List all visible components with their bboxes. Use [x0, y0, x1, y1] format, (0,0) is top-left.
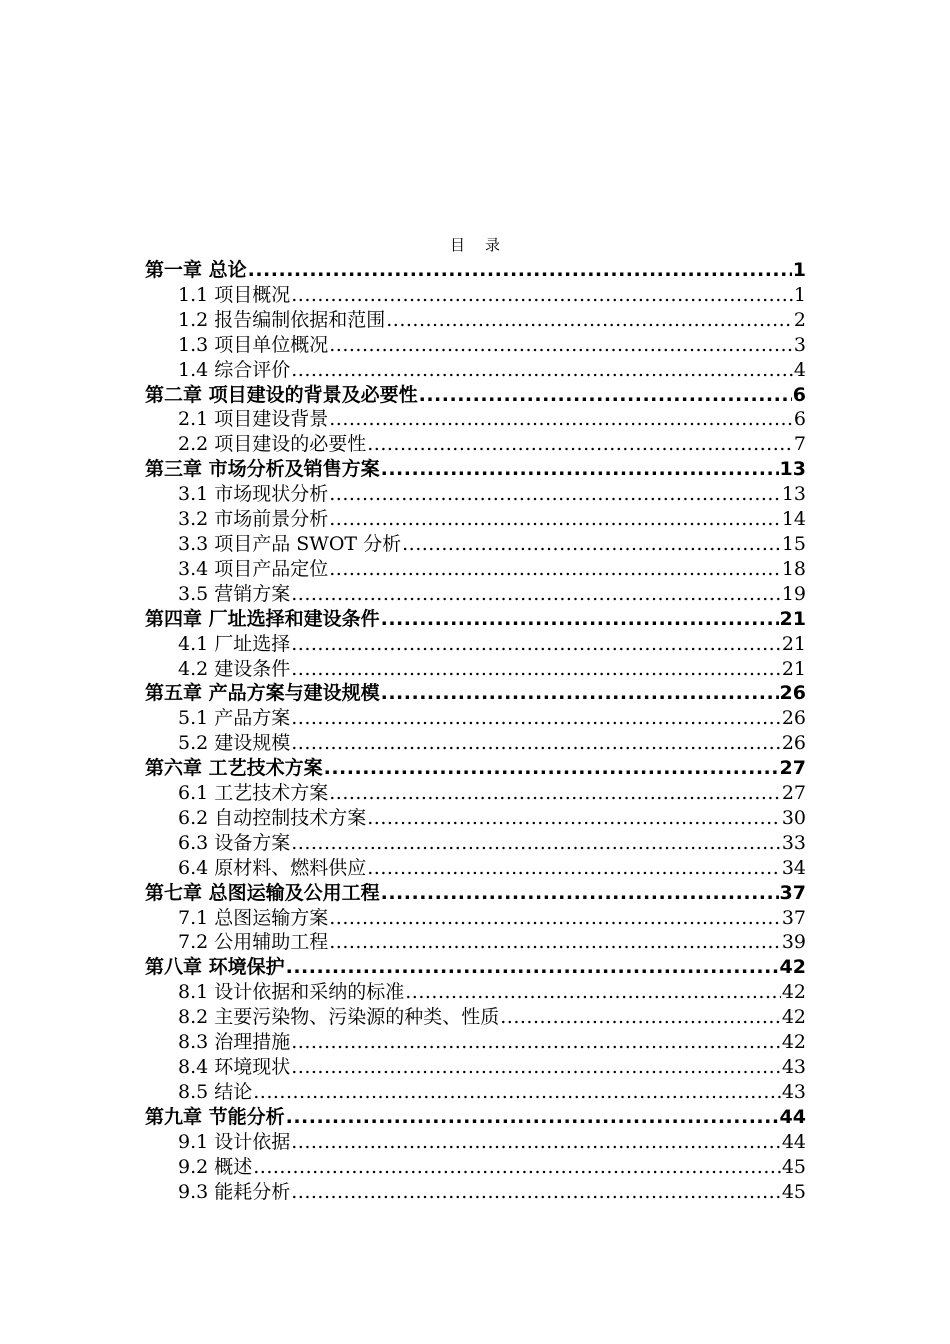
toc-leader-dots: [329, 407, 793, 432]
toc-entry-label: 2.2 项目建设的必要性: [178, 433, 367, 456]
toc-section-entry[interactable]: [145, 856, 806, 881]
toc-section-entry[interactable]: [145, 1130, 806, 1155]
toc-page-number: 2: [793, 308, 806, 331]
toc-title: 目录: [449, 236, 520, 254]
toc-entry-label: 3.4 项目产品定位: [178, 557, 329, 580]
toc-page-number: 13: [781, 483, 806, 506]
toc-leader-dots: [381, 881, 779, 906]
toc-chapter-entry[interactable]: [145, 1105, 806, 1130]
toc-page-number: 1: [792, 259, 806, 281]
toc-leader-dots: [291, 283, 793, 308]
toc-page-number: 27: [779, 757, 806, 780]
toc-section-entry[interactable]: [145, 1080, 806, 1105]
toc-section-entry[interactable]: [145, 731, 806, 756]
toc-section-entry[interactable]: [145, 507, 806, 532]
toc-entry-label: 5.2 建设规模: [178, 732, 291, 755]
toc-section-entry[interactable]: [145, 980, 806, 1005]
toc-leader-dots: [248, 258, 792, 283]
toc-entry-label: 第五章 产品方案与建设规模: [145, 682, 380, 705]
toc-section-entry[interactable]: [145, 432, 806, 457]
toc-entry-label: 1.3 项目单位概况: [178, 333, 329, 356]
toc-leader-dots: [291, 731, 781, 756]
toc-leader-dots: [367, 856, 781, 881]
toc-section-entry[interactable]: [145, 1180, 806, 1205]
toc-section-entry[interactable]: [145, 906, 806, 931]
toc-page-number: 45: [781, 1180, 806, 1203]
toc-section-entry[interactable]: [145, 482, 806, 507]
toc-section-entry[interactable]: [145, 1030, 806, 1055]
toc-leader-dots: [291, 582, 781, 607]
toc-entry-label: 3.3 项目产品 SWOT 分析: [178, 532, 402, 555]
toc-entry-label: 1.4 综合评价: [178, 358, 291, 381]
toc-page-number: 21: [779, 607, 806, 630]
toc-leader-dots: [329, 930, 781, 955]
toc-section-entry[interactable]: [145, 407, 806, 432]
toc-leader-dots: [291, 1030, 781, 1055]
toc-leader-dots: [367, 806, 781, 831]
toc-leader-dots: [286, 1105, 779, 1130]
toc-chapter-entry[interactable]: [145, 881, 806, 906]
toc-chapter-entry[interactable]: [145, 258, 806, 283]
toc-section-entry[interactable]: [145, 831, 806, 856]
toc-page-number: 30: [781, 806, 806, 829]
toc-page-number: 44: [779, 1105, 806, 1128]
toc-chapter-entry[interactable]: [145, 955, 806, 980]
toc-page-number: 26: [781, 732, 806, 755]
toc-page-number: 7: [793, 433, 806, 456]
toc-entry-label: 3.5 营销方案: [178, 582, 291, 605]
toc-page-number: 26: [781, 707, 806, 730]
toc-entry-label: 第九章 节能分析: [145, 1105, 285, 1128]
toc-entry-label: 第八章 环境保护: [145, 956, 285, 979]
toc-entry-label: 8.2 主要污染物、污染源的种类、性质: [178, 1006, 500, 1029]
toc-entry-label: 9.3 能耗分析: [178, 1180, 291, 1203]
toc-leader-dots: [286, 955, 779, 980]
toc-entry-label: 第六章 工艺技术方案: [145, 757, 323, 780]
toc-entry-label: 3.1 市场现状分析: [178, 483, 329, 506]
toc-entry-label: 6.2 自动控制技术方案: [178, 806, 367, 829]
toc-entry-label: 6.3 设备方案: [178, 831, 291, 854]
toc-entry-label: 7.1 总图运输方案: [178, 906, 329, 929]
toc-leader-dots: [329, 482, 781, 507]
toc-leader-dots: [329, 333, 793, 358]
toc-leader-dots: [291, 1130, 781, 1155]
toc-page-number: 43: [781, 1080, 806, 1103]
toc-leader-dots: [291, 657, 781, 682]
toc-entry-label: 6.4 原材料、燃料供应: [178, 856, 367, 879]
toc-entry-label: 4.2 建设条件: [178, 657, 291, 680]
toc-section-entry[interactable]: [145, 1005, 806, 1030]
toc-chapter-entry[interactable]: [145, 383, 806, 408]
toc-section-entry[interactable]: [145, 582, 806, 607]
toc-entry-label: 8.4 环境现状: [178, 1056, 291, 1078]
toc-entry-label: 1.1 项目概况: [178, 283, 291, 306]
toc-leader-dots: [291, 358, 793, 383]
toc-entry-label: 3.2 市场前景分析: [178, 508, 329, 531]
toc-leader-dots: [253, 1080, 781, 1105]
toc-section-entry[interactable]: [145, 1155, 806, 1180]
toc-section-entry[interactable]: [145, 557, 806, 582]
toc-page-number: 43: [781, 1056, 806, 1078]
toc-page-number: 6: [792, 383, 806, 406]
toc-chapter-entry[interactable]: [145, 756, 806, 781]
toc-entry-label: 5.1 产品方案: [178, 707, 291, 730]
toc-page-number: 42: [779, 956, 806, 979]
toc-section-entry[interactable]: [145, 781, 806, 806]
toc-page-number: 42: [781, 981, 806, 1004]
toc-page-number: 1: [793, 283, 806, 306]
toc-page-number: 42: [781, 1031, 806, 1054]
toc-entry-label: 9.2 概述: [178, 1155, 253, 1178]
toc-leader-dots: [291, 1055, 781, 1080]
toc-leader-dots: [402, 532, 781, 557]
toc-section-entry[interactable]: [145, 283, 806, 308]
toc-leader-dots: [291, 1180, 781, 1205]
toc-page-number: 21: [781, 657, 806, 680]
toc-entry-label: 8.5 结论: [178, 1080, 253, 1103]
toc-page-number: 15: [781, 532, 806, 555]
toc-page-number: 21: [781, 632, 806, 655]
toc-page-number: 19: [781, 582, 806, 605]
toc-leader-dots: [291, 831, 781, 856]
toc-page-number: 37: [781, 906, 806, 929]
toc-leader-dots: [419, 383, 792, 408]
toc-page-number: 6: [793, 408, 806, 431]
toc-entry-label: 9.1 设计依据: [178, 1130, 291, 1153]
toc-entry-label: 第七章 总图运输及公用工程: [145, 881, 380, 904]
toc-leader-dots: [329, 557, 781, 582]
toc-page-number: 26: [779, 682, 806, 705]
toc-chapter-entry[interactable]: [145, 681, 806, 706]
toc-leader-dots: [405, 980, 781, 1005]
toc-page-number: 44: [781, 1130, 806, 1153]
toc-section-entry[interactable]: [145, 632, 806, 657]
toc-leader-dots: [386, 308, 793, 333]
toc-chapter-entry[interactable]: [145, 607, 806, 632]
toc-entry-label: 第三章 市场分析及销售方案: [145, 458, 380, 481]
toc-section-entry[interactable]: [145, 657, 806, 682]
toc-leader-dots: [324, 756, 779, 781]
toc-entry-label: 2.1 项目建设背景: [178, 408, 329, 431]
toc-section-entry[interactable]: [145, 308, 806, 333]
toc-page-number: 13: [779, 458, 806, 481]
toc-entry-label: 1.2 报告编制依据和范围: [178, 308, 386, 331]
toc-entry-label: 6.1 工艺技术方案: [178, 782, 329, 805]
toc-page-number: 34: [781, 856, 806, 879]
toc-section-entry[interactable]: [145, 1055, 806, 1080]
toc-page-number: 18: [781, 557, 806, 580]
toc-leader-dots: [329, 906, 781, 931]
toc-section-entry[interactable]: [145, 358, 806, 383]
toc-page-number: 39: [781, 931, 806, 954]
toc-page-number: 14: [781, 508, 806, 531]
toc-entry-label: 4.1 厂址选择: [178, 632, 291, 655]
toc-page-number: 37: [779, 881, 806, 904]
toc-leader-dots: [329, 507, 781, 532]
toc-leader-dots: [500, 1005, 781, 1030]
toc-entry-label: 7.2 公用辅助工程: [178, 931, 329, 954]
toc-section-entry[interactable]: [145, 930, 806, 955]
toc-page-number: 42: [781, 1006, 806, 1029]
toc-entry-label: 第二章 项目建设的背景及必要性: [145, 383, 418, 406]
toc-page-number: 33: [781, 831, 806, 854]
toc-page-number: 27: [781, 782, 806, 805]
toc-leader-dots: [291, 632, 781, 657]
toc-chapter-entry[interactable]: [145, 457, 806, 482]
toc-leader-dots: [381, 457, 779, 482]
toc-entry-label: 8.1 设计依据和采纳的标准: [178, 981, 405, 1004]
table-of-contents: [145, 258, 806, 1204]
toc-page-number: 4: [793, 358, 806, 381]
toc-entry-label: 第四章 厂址选择和建设条件: [145, 607, 380, 630]
toc-section-entry[interactable]: [145, 532, 806, 557]
toc-section-entry[interactable]: [145, 333, 806, 358]
toc-entry-label: 8.3 治理措施: [178, 1031, 291, 1054]
toc-page-number: 45: [781, 1155, 806, 1178]
toc-leader-dots: [381, 607, 779, 632]
toc-leader-dots: [329, 781, 781, 806]
toc-entry-label: 第一章 总论: [145, 259, 247, 281]
toc-section-entry[interactable]: [145, 706, 806, 731]
toc-leader-dots: [381, 681, 779, 706]
toc-page-number: 3: [793, 333, 806, 356]
toc-leader-dots: [367, 432, 793, 457]
toc-leader-dots: [253, 1155, 781, 1180]
toc-leader-dots: [291, 706, 781, 731]
toc-section-entry[interactable]: [145, 806, 806, 831]
